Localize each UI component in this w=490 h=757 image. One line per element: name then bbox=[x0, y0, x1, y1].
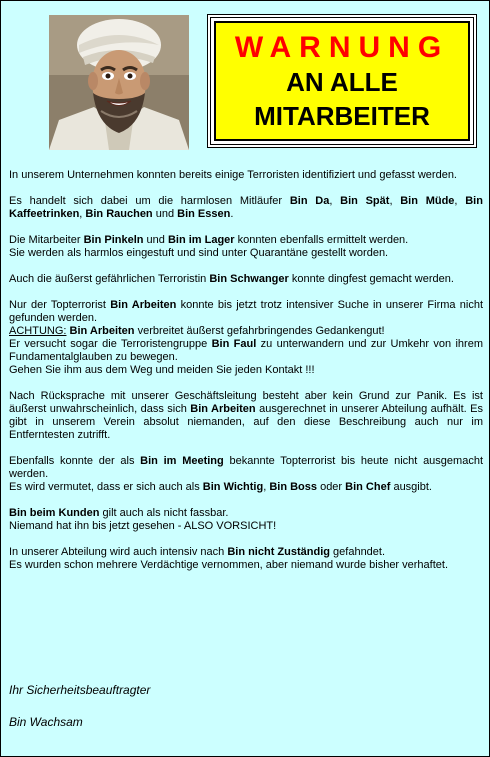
warning-sign-inner bbox=[214, 21, 470, 141]
text: , bbox=[79, 208, 86, 220]
name-bin-rauchen: Bin Rauchen bbox=[85, 208, 153, 220]
paragraph-6 bbox=[9, 390, 483, 442]
warning-sign bbox=[207, 14, 477, 148]
name-bin-faul: Bin Faul bbox=[211, 338, 257, 350]
text: ausgerechnet in unserer Abteilung aufhält. Es gibt in unserem Verein absolut niemanden, auf den diese Beschreibung auch nur im Entferntesten zutrifft. bbox=[9, 403, 483, 441]
paragraph-9 bbox=[9, 546, 483, 572]
name-bin-da: Bin Da bbox=[289, 195, 330, 207]
warning-title: WARNUNG bbox=[234, 31, 450, 64]
signature-role: Ihr Sicherheitsbeauftragter bbox=[9, 683, 151, 697]
text: Niemand hat ihn bis jetzt gesehen - ALSO VORSICHT! bbox=[9, 520, 277, 532]
name-bin-arbeiten: Bin Arbeiten bbox=[110, 299, 177, 311]
text: und bbox=[143, 234, 168, 246]
text: . bbox=[230, 208, 234, 220]
name-bin-essen: Bin Essen bbox=[177, 208, 231, 220]
warning-subtitle-line1: AN ALLE bbox=[286, 67, 398, 97]
text: konnten ebenfalls ermittelt werden. bbox=[234, 234, 409, 246]
name-bin-boss: Bin Boss bbox=[269, 481, 318, 493]
warning-subtitle-line2: MITARBEITER bbox=[254, 101, 430, 131]
name-bin-im-lager: Bin im Lager bbox=[167, 234, 235, 246]
name-bin-muede: Bin Müde bbox=[400, 195, 455, 207]
text: , bbox=[454, 195, 466, 207]
text: und bbox=[152, 208, 178, 220]
text: Auch die äußerst gefährlichen Terroristin bbox=[9, 273, 210, 285]
text: ausgibt. bbox=[390, 481, 432, 493]
name-bin-schwanger: Bin Schwanger bbox=[209, 273, 289, 285]
paragraph-1-text: In unserem Unternehmen konnten bereits einige Terroristen identifiziert und gefasst werden. bbox=[9, 169, 457, 181]
text: Sie werden als harmlos eingestuft und sind unter Quarantäne gestellt worden. bbox=[9, 247, 389, 259]
paragraph-2 bbox=[9, 195, 483, 221]
name-bin-wichtig: Bin Wichtig bbox=[202, 481, 264, 493]
text: konnte bis jetzt trotz intensiver Suche in unserer Firma nicht gefunden werden. bbox=[9, 299, 484, 324]
portrait-illustration bbox=[49, 15, 189, 150]
achtung-label: ACHTUNG: bbox=[9, 325, 67, 337]
text: bekannte Topterrorist bis heute nicht ausgemacht werden. bbox=[9, 455, 483, 480]
paragraph-8 bbox=[9, 507, 483, 533]
name-bin-chef: Bin Chef bbox=[345, 481, 391, 493]
text: gilt auch als nicht fassbar. bbox=[99, 507, 229, 519]
notice-body bbox=[9, 169, 483, 585]
text: Ebenfalls konnte der als bbox=[9, 455, 141, 467]
name-bin-beim-kunden: Bin beim Kunden bbox=[9, 507, 100, 519]
text: , bbox=[329, 195, 341, 207]
text: Die Mitarbeiter bbox=[9, 234, 84, 246]
text: oder bbox=[317, 481, 346, 493]
text: Es wurden schon mehrere Verdächtige vernommen, aber niemand wurde bisher verhaftet. bbox=[9, 559, 449, 571]
name-bin-nicht-zustaendig: Bin nicht Zuständig bbox=[227, 546, 330, 558]
text: gefahndet. bbox=[329, 546, 386, 558]
portrait-photo bbox=[49, 15, 189, 150]
text: Nach Rücksprache mit unserer Geschäftsleitung besteht aber kein Grund zur Panik. Es ist äußerst unwahrscheinlich, dass sich bbox=[9, 390, 483, 415]
name-bin-kaffeetrinken: Bin Kaffeetrinken bbox=[9, 195, 483, 220]
text: In unserer Abteilung wird auch intensiv nach bbox=[9, 546, 228, 558]
text: Er versucht sogar die Terroristengruppe bbox=[9, 338, 212, 350]
text: , bbox=[389, 195, 401, 207]
paragraph-1 bbox=[9, 169, 483, 182]
text: verbreitet äußerst gefahrbringendes Gedankengut! bbox=[134, 325, 385, 337]
paragraph-5 bbox=[9, 299, 483, 377]
paragraph-4 bbox=[9, 273, 483, 286]
text: Es handelt sich dabei um die harmlosen Mitläufer bbox=[9, 195, 290, 207]
text: Es wird vermutet, dass er sich auch als bbox=[9, 481, 203, 493]
text: konnte dingfest gemacht werden. bbox=[288, 273, 454, 285]
name-bin-arbeiten: Bin Arbeiten bbox=[190, 403, 256, 415]
paragraph-3 bbox=[9, 234, 483, 260]
text: Nur der Topterrorist bbox=[9, 299, 111, 311]
name-bin-pinkeln: Bin Pinkeln bbox=[83, 234, 144, 246]
text: Gehen Sie ihm aus dem Weg und meiden Sie jeden Kontakt !!! bbox=[9, 364, 315, 376]
name-bin-im-meeting: Bin im Meeting bbox=[140, 455, 224, 467]
name-bin-spaet: Bin Spät bbox=[340, 195, 390, 207]
signature-name: Bin Wachsam bbox=[9, 715, 83, 729]
paragraph-7 bbox=[9, 455, 483, 494]
text: zu unterwandern und zur Umkehr von ihrem Fundamentalglauben zu bewegen. bbox=[9, 338, 483, 363]
name-bin-arbeiten: Bin Arbeiten bbox=[69, 325, 135, 337]
text: , bbox=[263, 481, 270, 493]
